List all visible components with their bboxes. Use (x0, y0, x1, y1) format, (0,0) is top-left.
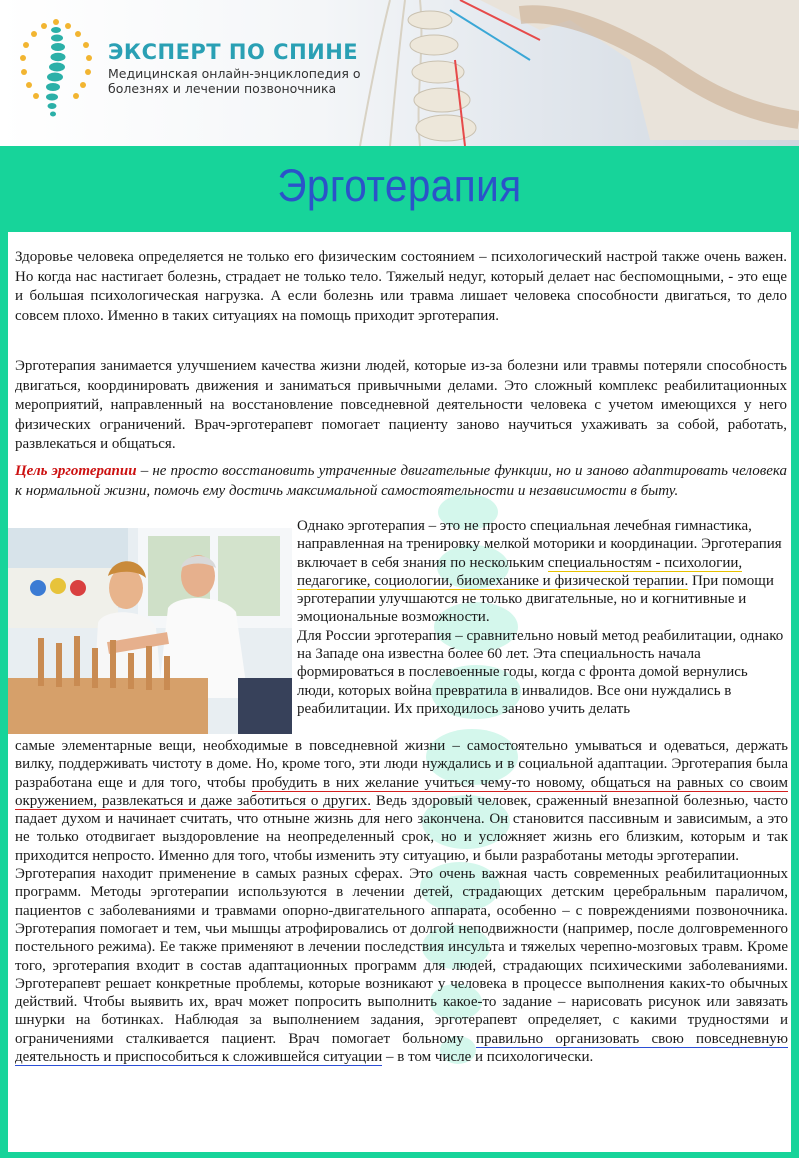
russia-history-text: Для России эрготерапия – сравнительно новый метод реабилитации, однако на Западе она известна более 60 лет. Эта специальность начала формироваться в послевоенные годы, когда с фронта домой вернулись люди, которых война превратила в инвалидов. Все они нуждались в реабилитации. Их приходилось заново учить делать (297, 627, 784, 717)
article-panel (8, 232, 791, 1152)
spine-model-illustration (330, 0, 799, 146)
definition-paragraph: Эрготерапия занимается улучшением качества жизни людей, которые из-за болезни или травмы потеряли способность двигаться, координировать движения и заниматься привычными делами. Это сложный комплекс реабилитационных мероприятий, направленный на восстановление повседневной деятельности человека с учетом имеющихся у него физических ограничений. Врач-эрготерапевт помогает пациенту заново научиться ухаживать за собой, работать, развлекаться и общаться. (15, 358, 787, 453)
specialties-underline: специальностям - психологии, педагогике, социологии, биомеханике и физической терапии. (297, 554, 743, 589)
goal-label: Цель эрготерапии (15, 463, 137, 479)
site-tagline: Медицинская онлайн-энциклопедия о болезнях и лечении позвоночника (108, 66, 361, 96)
page-title: Эрготерапия (277, 160, 522, 211)
organize-activity-underline: правильно организовать свою повседневную деятельность и приспособиться к сложившейся ситуации (15, 1030, 789, 1066)
intro-paragraph: Здоровье человека определяется не только его физическим состоянием – психологический настрой также очень важен. Но когда нас настигает болезнь, страдает не только тело. Тяжелый недуг, который делает нас беспомощными, - это еще и большая психологическая нагрузка. А если болезнь или травма лишает человека способности двигаться, то дело совсем плохо. Именно в таких ситуациях на помощь приходит эрготерапия. (15, 249, 787, 324)
goal-paragraph (15, 462, 787, 501)
therapy-photo (8, 528, 292, 734)
goal-text: – не просто восстановить утраченные двигательные функции, но и заново адаптировать человека к нормальной жизни, помочь ему достичь максимальной самостоятельности и независимости в быту. (15, 463, 788, 499)
site-brand[interactable]: ЭКСПЕРТ ПО СПИНЕ (108, 40, 359, 64)
full-width-text: самые элементарные вещи, необходимые в повседневной жизни – самостоятельно умываться и одеваться, держать вилку, поддерживать чистоту в доме. Но, кроме того, эти люди нуждались и в социальной адаптации. Эрготерапия была разработана еще и для того, чтобы пробудить в них желание учиться чему-то новому, общаться на равных со своим окружением, развлекаться и даже заботиться о других. Ведь здоровый человек, сраженный внезапной болезнью, часто падает духом и начинает считать, что отныне жизнь для него закончена. Он становится пассивным и зависимым, а это не только отодвигает выздоровление на неопределенный срок, но и усложняет жизнь его близким, которым и так приходится непросто. Именно для того, чтобы изменить эту ситуацию, и были разработаны методы эрготерапии. Эрготерапия находит применение в самых разных сферах. Это очень важная часть современных реабилитационных программ. Методы эрготерапии используются в лечении детей, страдающих детским церебральным параличом, пациентов с заболеваниями и травмами опорно-двигательного аппарата, особенно – с повреждениями позвоночника. Эрготерапия помогает и тем, чьи мышцы атрофировались от долгой неподвижности (например, после долговременного постельного режима). Ее также применяют в лечении последствия инсульта и тяжелых черепно-мозговых травм. Кроме того, эрготерапия входит в состав адаптационных программ для людей, страдающих психическими заболеваниями. Эрготерапевт решает конкретные проблемы, которые возникают у человека в процессе выполнения каких-то обычных действий. Чтобы выявить их, врач может попросить выполнить какое-то задание – нарисовать рисунок или завязать шнурки на ботинках. Наблюдая за выполнением задания, эрготерапевт определяет, с какими трудностями и ограничениями сталкивается пациент. Врач помогает больному правильно организовать свою повседневную деятельность и приспособиться к сложившейся ситуации – в том числе и психологически. (15, 738, 789, 1066)
social-goals-underline: пробудить в них желание учиться чему-то новому, общаться на равных со своим окружением, развлекаться и даже заботиться о других. (15, 774, 788, 809)
spine-logo-icon[interactable] (6, 10, 106, 126)
site-header (0, 0, 799, 146)
right-column-text: Однако эрготерапия – это не просто специальная лечебная гимнастика, направленная на тренировку мелкой моторики и координации. Эрготерапия включает в себя знания по нескольким специальностям - психологии, педагогике, социологии, биомеханике и физической терапии. При помощи эрготерапии улучшаются не только двигательные, но и когнитивные и эмоциональные возможности. Для России эрготерапия – сравнительно новый метод реабилитации, однако на Западе она известна более 60 лет. Эта специальность начала формироваться в послевоенные годы, когда с фронта домой вернулись люди, которых война превратила в инвалидов. Все они нуждались в реабилитации. Их приходилось заново учить делать (297, 518, 784, 717)
